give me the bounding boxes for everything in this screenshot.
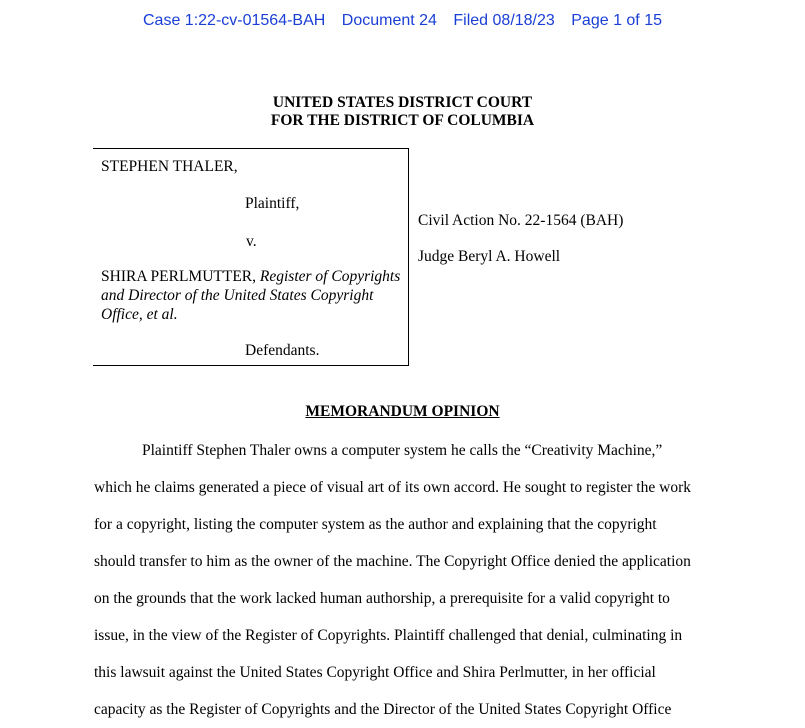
body-line: this lawsuit against the United States Copyright Office and Shira Perlmutter, in her official — [94, 664, 656, 681]
plaintiff-name: STEPHEN THALER, — [101, 158, 238, 175]
case-number: Case 1:22-cv-01564-BAH — [143, 12, 326, 29]
judge-name: Judge Beryl A. Howell — [418, 248, 561, 265]
civil-action-number: Civil Action No. 22-1564 (BAH) — [418, 212, 624, 229]
filed-date: Filed 08/18/23 — [453, 12, 555, 29]
body-line: for a copyright, listing the computer system as the author and explaining that the copyright — [94, 516, 657, 533]
defendant-title: Register of Copyrights and Director of the United States Copyright Office, et al. — [101, 268, 401, 323]
body-line: on the grounds that the work lacked human authorship, a prerequisite for a valid copyright to — [94, 590, 670, 607]
body-line: should transfer to him as the owner of the machine. The Copyright Office denied the application — [94, 553, 691, 570]
document-header — [0, 12, 805, 30]
page-number: Page 1 of 15 — [571, 12, 662, 29]
body-line: issue, in the view of the Register of Copyrights. Plaintiff challenged that denial, culminating in — [94, 627, 683, 644]
body-line: which he claims generated a piece of visual art of its own accord. He sought to register the work — [94, 479, 691, 496]
plaintiff-role: Plaintiff, — [245, 195, 300, 212]
court-district: FOR THE DISTRICT OF COLUMBIA — [270, 112, 535, 129]
document-number: Document 24 — [341, 12, 437, 29]
case-caption — [93, 148, 409, 366]
body-line: capacity as the Register of Copyrights and the Director of the United States Copyright Office — [94, 701, 672, 718]
versus: v. — [246, 233, 257, 250]
opinion-title: MEMORANDUM OPINION — [305, 403, 500, 420]
court-heading — [0, 94, 805, 130]
defendant-name-text: SHIRA PERLMUTTER, — [101, 268, 257, 285]
body-line: Plaintiff Stephen Thaler owns a computer system he calls the “Creativity Machine,” — [142, 442, 663, 459]
defendant-name — [101, 267, 401, 324]
defendant-role: Defendants. — [245, 342, 320, 359]
opinion-body — [94, 432, 722, 728]
court-name: UNITED STATES DISTRICT COURT — [272, 94, 533, 111]
